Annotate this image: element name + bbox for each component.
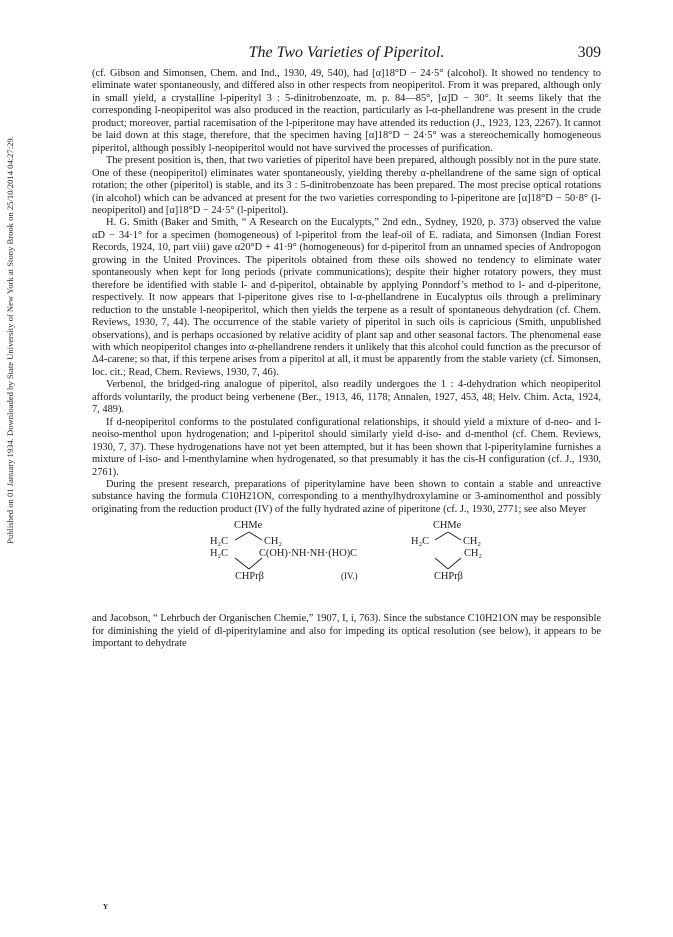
formula-top-left: CHMe [234, 520, 263, 532]
paragraph: During the present research, preparations of piperitylamine have been shown to contain a stable and unreactive substance having the formula C10H21ON, corresponding to a menthylhydroxylamine or 3-aminomenthol and possibly originating from the reduction product (IV) of the fully hydrated azine of piperitone (cf. J., 1930, 2771; see also Meyer [92, 478, 601, 515]
paragraph: If d-neopiperitol conforms to the postulated configurational relationships, it should yield a mixture of d-neo- and l-neoiso-menthol upon hydrogenation; and l-piperitol should similarly yield d-iso- and d-menthol (cf. Chem. Reviews, 1930, 7, 37). These hydrogenations have not yet been attempted, but it has been shown that l-piperitylamine furnishes a mixture of l-iso- and l-menthylamine when hydrogenated, so that presumably it has the cis-H configuration (cf. J., 1930, 2761). [92, 416, 601, 478]
download-watermark [2, 60, 18, 620]
formula-right-ch2-lower: CH₂ [464, 548, 483, 560]
paragraph-after-formula: and Jacobson, “ Lehrbuch der Organischen Chemie,” 1907, I, i, 763). Since the substance C10H21ON may be responsible for diminishing the yield of dl-piperitylamine and also for impeding its optical resolution (see below), it appears to be important to dehydrate [92, 613, 601, 650]
paragraph-continuation: (cf. Gibson and Simonsen, Chem. and Ind., 1930, 49, 540), had [α]18°D − 24·5° (alcohol). It showed no tendency to eliminate water spontaneously, and differed also in other respects from neopiperitol. From it was prepared, although only in small yield, a crystalline l-piperityl 3 : 5-dinitrobenzoate, m. p. 84—85°, [α]D − 30°. It seems likely that the corresponding l-neopiperitol was also produced in the reaction, particularly as l-α-phellandrene was present in the crude product; moreover, partial racemisation of the l-piperitone may have attended its reduction (J., 1923, 123, 2267). It cannot be laid down at this stage, therefore, that the specimen having [α]18°D − 24·5° was a stereochemically homogeneous piperitol, although possibly l-neopiperitol would not have survived the processes of purification. [92, 68, 601, 154]
formula-bonds [92, 519, 601, 611]
structural-formula-iv [92, 519, 601, 611]
formula-right-h2c-upper: H₂C [411, 536, 430, 548]
formula-left-h2c-lower: H₂C [210, 548, 229, 560]
formula-label: (IV.) [341, 571, 358, 582]
paragraph: Verbenol, the bridged-ring analogue of piperitol, also readily undergoes the 1 : 4-dehydration which neopiperitol affords voluntarily, the product being verbenene (Ber., 1913, 46, 1178; Annalen, 1927, 453, 48; Helv. Chim. Acta, 1924, 7, 489). [92, 379, 601, 416]
formula-top-right: CHMe [433, 520, 462, 532]
paragraph: H. G. Smith (Baker and Smith, “ A Research on the Eucalypts,” 2nd edn., Sydney, 1920, p. 373) observed the value αD − 34·1° for a specimen (homogeneous) of l-piperitol from the leaf-oil of E. radiata, and Simonsen (Indian Forest Records, 1924, 10, part viii) gave α20°D + 41·9° (homogeneous) for d-piperitol from an unnamed species of Andropogon growing in the United Provinces. The piperitols obtained from these oils showed no tendency to eliminate water spontaneously when kept for long periods (private communications); despite their higher rotatory powers, they must therefore be identified with stable l- and d-piperitol, obtainable by applying Ponndorf’s method to l- and d-piperitone, respectively. It now appears that l-piperitone gives rise to l-α-phellandrene in Eucalyptus oils through a preliminary reduction to the unstable l-neopiperitol, which then yields the terpene as a result of spontaneous dehydration (cf. Chem. Reviews, 1930, 7, 44). The occurrence of the stable variety of piperitol in such oils is capricious (Smith, unpublished observations), and is perhaps occasioned by relative acidity of plant sap and other seasonal factors. The phenomenal ease with which neopiperitol changes into α-phellandrene renders it unlikely that this alcohol could function as the precursor of Δ4-carene; so that, if this terpene arises from a piperitol at all, it must be apparently from the stable variety (cf. Simonsen, loc. cit.; Read, Chem. Reviews, 1930, 7, 46). [92, 217, 601, 378]
page-number: 309 [577, 44, 601, 61]
article-body [92, 68, 601, 651]
signature-mark: Y [103, 903, 109, 911]
formula-left-h2c-upper: H₂C [210, 536, 229, 548]
watermark-text: Published on 01 January 1934. Downloaded by State University of New York at Stony Brook on 25/10/2014 04:27:29. [5, 136, 15, 544]
formula-right-ch2-upper: CH₂ [463, 536, 482, 548]
formula-bottom-left: CHPrβ [235, 571, 264, 583]
formula-left-ch2: CH₂ [264, 536, 283, 548]
formula-bottom-right: CHPrβ [434, 571, 463, 583]
paragraph: The present position is, then, that two varieties of piperitol have been prepared, although possibly not in the pure state. One of these (neopiperitol) eliminates water spontaneously, yielding thereby α-phellandrene of the same sign of optical rotation; the other (piperitol) is stable, and its 3 : 5-dinitrobenzoate has been prepared. The most precise optical rotations (in alcohol) which can be advanced at present for the two varieties corresponding to l-piperitone are [α]18°D − 50·8° (l-neopiperitol) and [α]18°D − 24·5° (l-piperitol). [92, 155, 601, 216]
running-title: The Two Varieties of Piperitol. [248, 44, 445, 61]
formula-middle-chain: C(OH)·NH·NH·(HO)C [259, 548, 358, 560]
page-header [92, 44, 601, 64]
